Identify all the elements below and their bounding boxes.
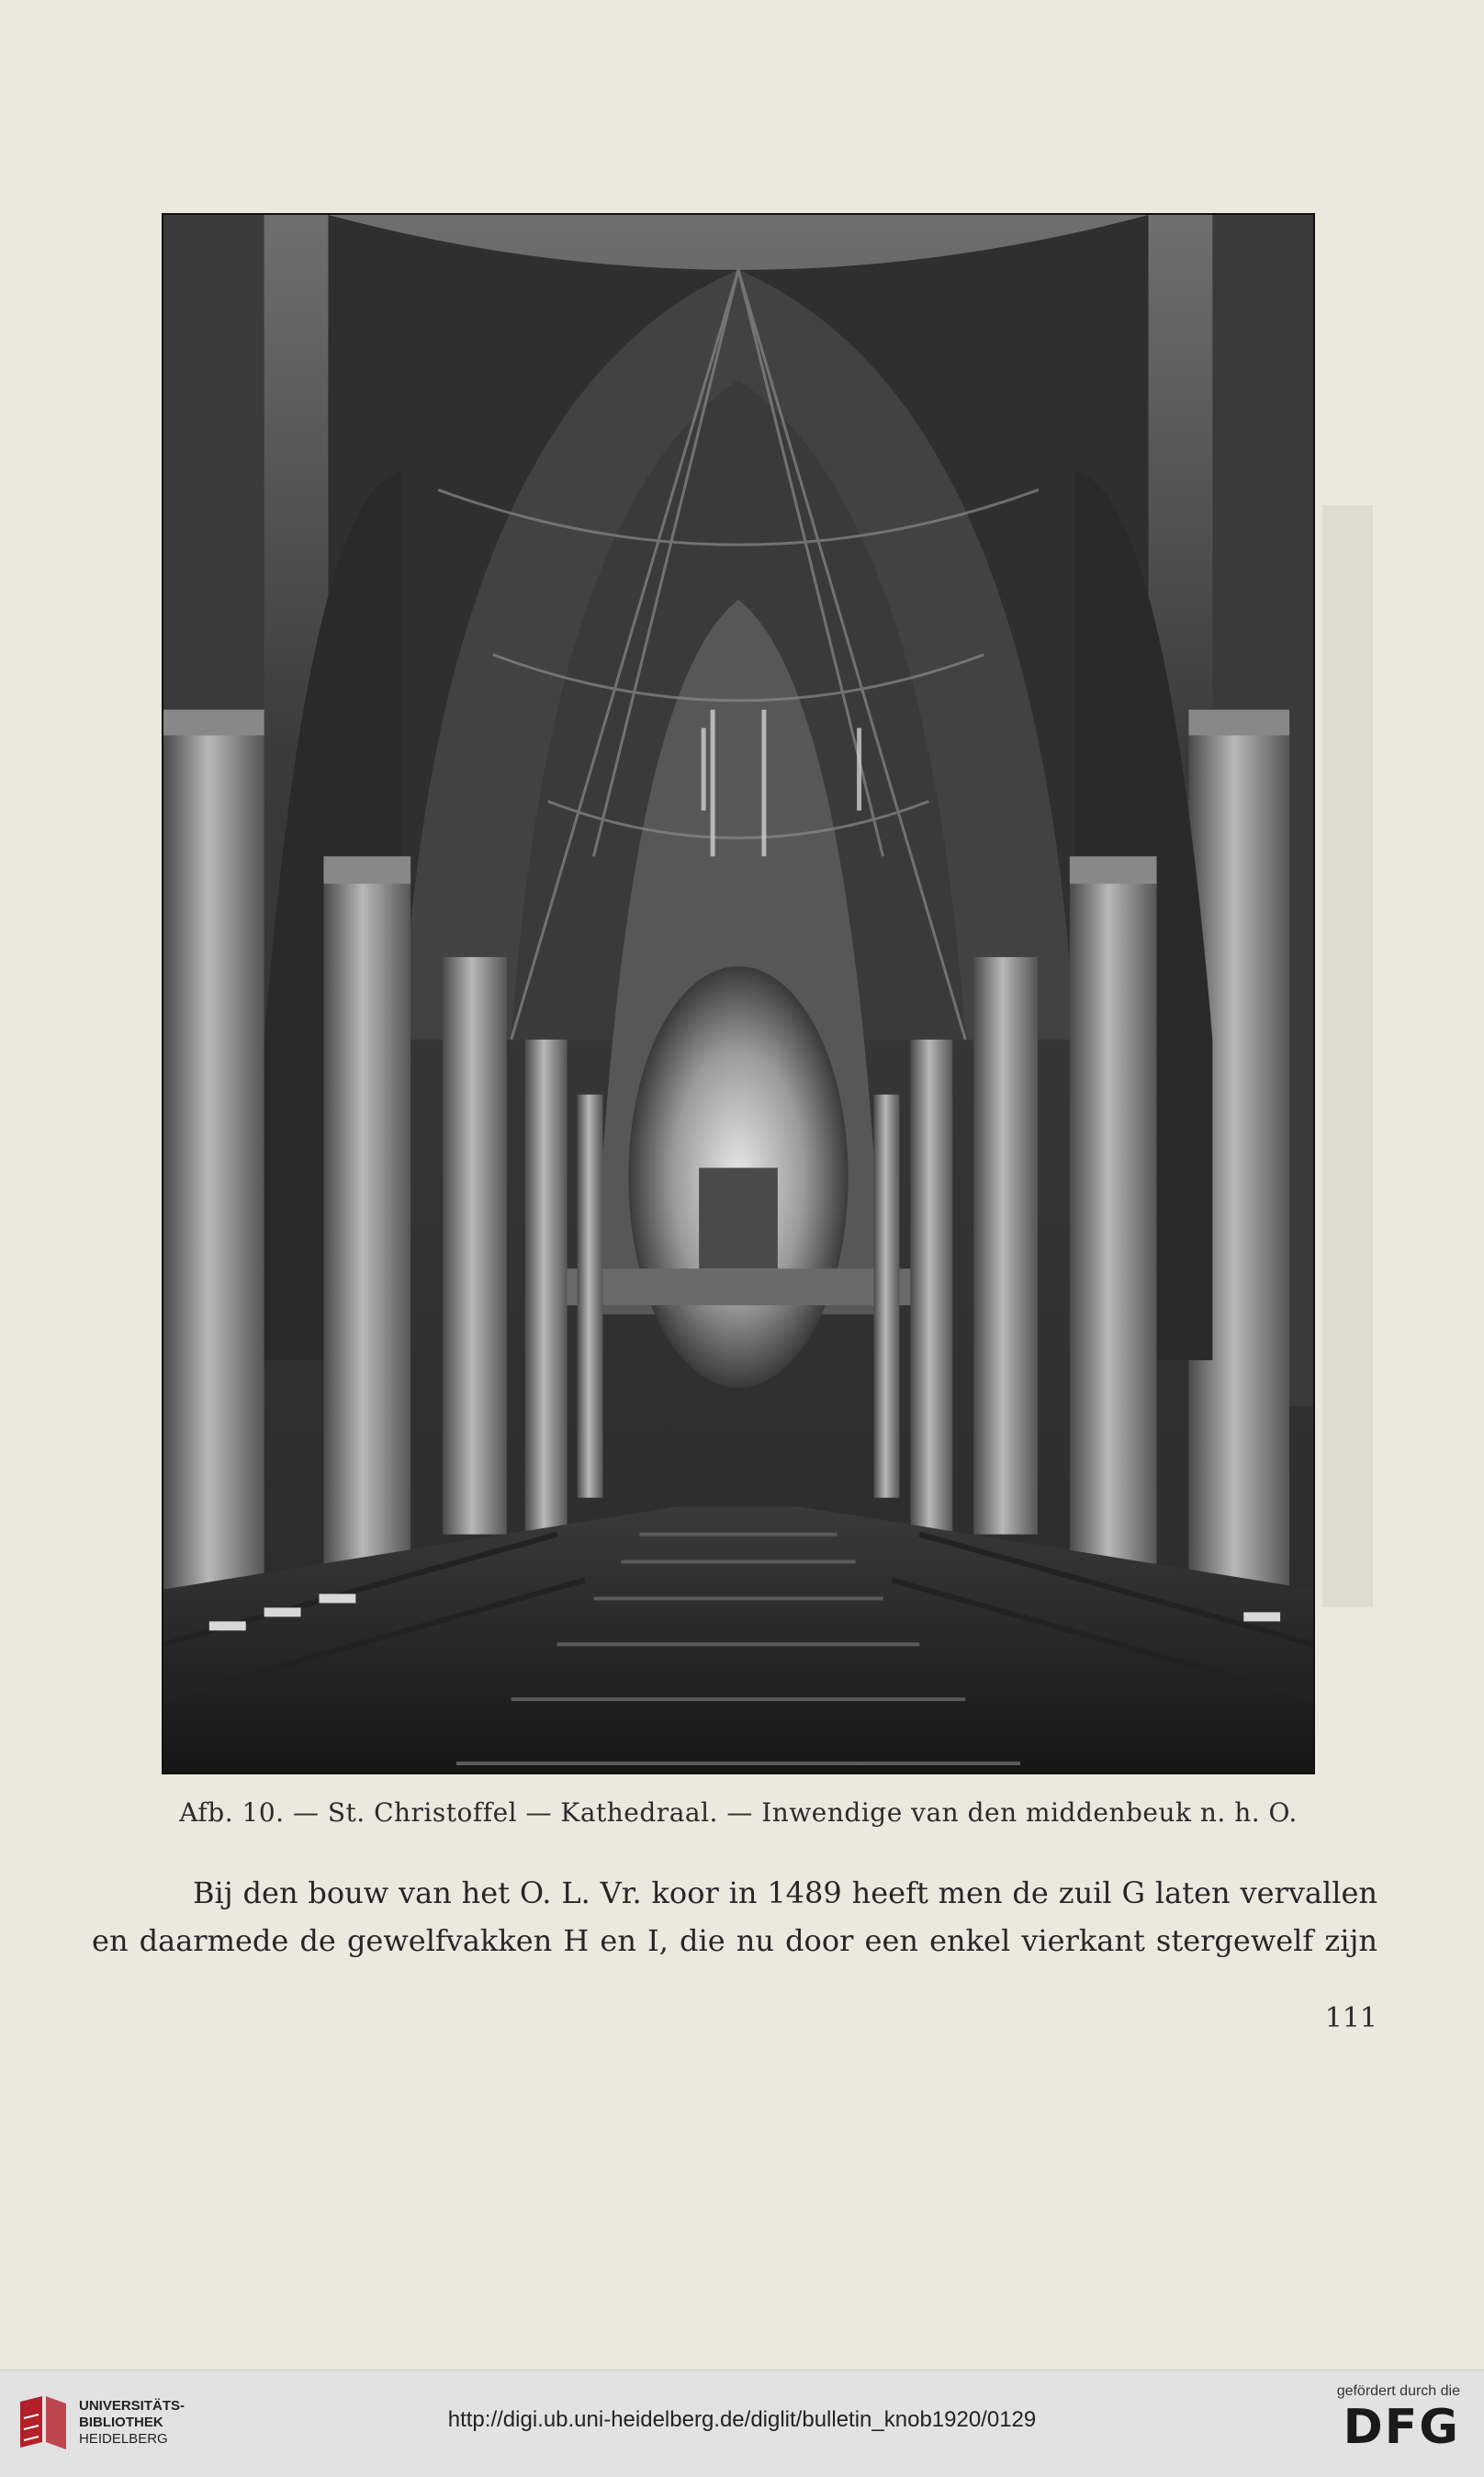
figure-caption: Afb. 10. — St. Christoffel — Kathedraal. — Inwendige van den middenbeuk n. h. O. bbox=[179, 1797, 1298, 1828]
digitization-footer bbox=[0, 2370, 1484, 2477]
show-through-photo bbox=[1322, 505, 1373, 1607]
library-emblem-icon bbox=[15, 2393, 70, 2455]
library-name: UNIVERSITÄTS- BIBLIOTHEK HEIDELBERG bbox=[79, 2398, 186, 2447]
permalink-url[interactable]: http://digi.ub.uni-heidelberg.de/diglit/bulletin_knob1920/0129 bbox=[447, 2407, 1037, 2432]
dfg-wordmark: DFG bbox=[1343, 2400, 1460, 2455]
cathedral-photograph bbox=[162, 213, 1315, 1774]
dfg-funding-logo[interactable] bbox=[1258, 2383, 1460, 2466]
cathedral-nave-image bbox=[163, 215, 1313, 1773]
page-number: 111 bbox=[1324, 2002, 1377, 2034]
body-paragraph bbox=[92, 1869, 1377, 1965]
university-library-logo[interactable] bbox=[15, 2389, 186, 2459]
body-line-2: en daarmede de gewelfvakken H en I, die nu door een enkel vierkant stergewelf zijn bbox=[92, 1923, 1377, 1958]
funding-caption: gefördert durch die bbox=[1336, 2383, 1460, 2399]
body-line-1: Bij den bouw van het O. L. Vr. koor in 1489 heeft men de zuil G laten vervallen bbox=[193, 1875, 1377, 1910]
